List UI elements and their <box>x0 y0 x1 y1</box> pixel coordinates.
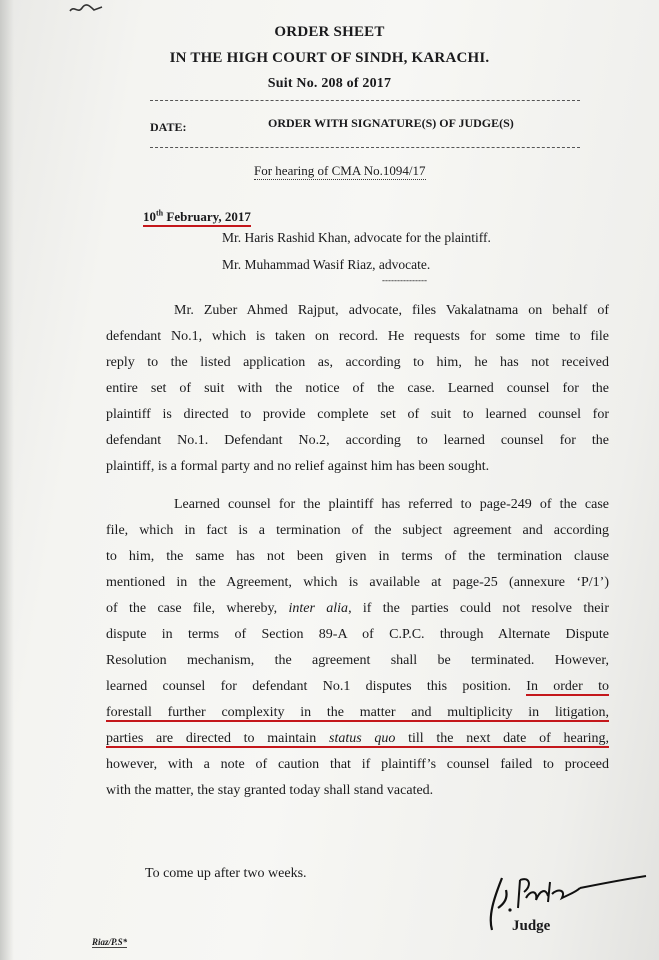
para2-text: of the case file, whereby, <box>106 601 289 616</box>
order-paragraph-2 <box>106 492 609 804</box>
para1-line: Mr. Zuber Ahmed Rajput, advocate, files Vakalatnama on behalf of <box>174 303 609 318</box>
para1-line: defendant No.1. Defendant No.2, according to learned counsel for the <box>106 433 609 448</box>
para1-line: reply to the listed application as, according to him, he has not received <box>106 355 609 370</box>
para2-line: Resolution mechanism, the agreement shall be terminated. However, <box>106 653 609 668</box>
order-date-text <box>143 209 251 227</box>
date-day: 10 <box>143 209 156 224</box>
para2-line: mentioned in the Agreement, which is available at page-25 (annexure ‘P/1’) <box>106 575 609 590</box>
order-sheet-title: ORDER SHEET <box>274 24 385 40</box>
date-rest: February, 2017 <box>163 209 251 224</box>
footer-initials: Riaz/P.S* <box>92 937 128 947</box>
order-paragraph-1 <box>106 298 609 480</box>
para1-line: defendant No.1, which is taken on record. He requests for some time to file <box>106 329 609 344</box>
para2-italic-status-quo: status quo <box>329 731 396 746</box>
para2-text: parties are directed to maintain <box>106 731 329 746</box>
para2-line: Learned counsel for the plaintiff has referred to page-249 of the case <box>174 497 609 512</box>
date-suffix: th <box>156 208 164 218</box>
para2-line: however, with a note of caution that if plaintiff’s counsel failed to proceed <box>106 757 609 772</box>
para2-line <box>106 596 609 622</box>
para1-line: entire set of suit with the notice of the case. Learned counsel for the <box>106 381 609 396</box>
header-rule-top <box>150 100 580 101</box>
para2-text: till the next date of hearing, <box>395 731 609 746</box>
para2-line: to him, the same has not been given in terms of the termination clause <box>106 549 609 564</box>
judge-label: Judge <box>512 918 551 934</box>
para2-line <box>106 726 609 752</box>
para1-line: plaintiff, is a formal party and no relief against him has been sought. <box>106 459 490 474</box>
top-margin-scribble <box>68 2 108 16</box>
judge-signature <box>480 868 650 938</box>
para2-underlined-text: forestall further complexity in the matter and multiplicity in litigation, <box>106 705 609 720</box>
para2-text: , if the parties could not resolve their <box>348 601 609 616</box>
date-column-label: DATE: <box>150 120 187 134</box>
appearances-rule: --------------- <box>382 275 427 285</box>
header-rule-bottom <box>150 147 580 148</box>
para1-line: plaintiff is directed to provide complete set of suit to learned counsel for <box>106 407 609 422</box>
para2-line: with the matter, the stay granted today shall stand vacated. <box>106 783 434 798</box>
para2-text: learned counsel for defendant No.1 disputes this position. <box>106 679 527 694</box>
page-edge-shadow <box>0 0 14 960</box>
order-column-label: ORDER WITH SIGNATURE(S) OF JUDGE(S) <box>268 116 514 130</box>
appearance-second: Mr. Muhammad Wasif Riaz, advocate. <box>222 257 431 272</box>
para2-underlined-text: In order to <box>526 679 610 694</box>
court-name: IN THE HIGH COURT OF SINDH, KARACHI. <box>169 50 490 66</box>
para2-line <box>106 674 609 700</box>
appearance-plaintiff: Mr. Haris Rashid Khan, advocate for the plaintiff. <box>222 230 491 245</box>
hearing-line <box>254 163 426 179</box>
suit-number: Suit No. 208 of 2017 <box>267 76 392 91</box>
hearing-text: For hearing of CMA No.1094/17 <box>254 163 426 178</box>
para2-line: dispute in terms of Section 89-A of C.P.C. through Alternate Dispute <box>106 627 609 642</box>
para2-line <box>106 700 609 726</box>
order-date <box>143 208 251 226</box>
para2-line: file, which in fact is a termination of the subject agreement and according <box>106 523 609 538</box>
para2-underlined-text <box>106 731 609 748</box>
closing-line: To come up after two weeks. <box>145 866 307 881</box>
para2-italic-inter-alia: inter alia <box>288 601 349 616</box>
